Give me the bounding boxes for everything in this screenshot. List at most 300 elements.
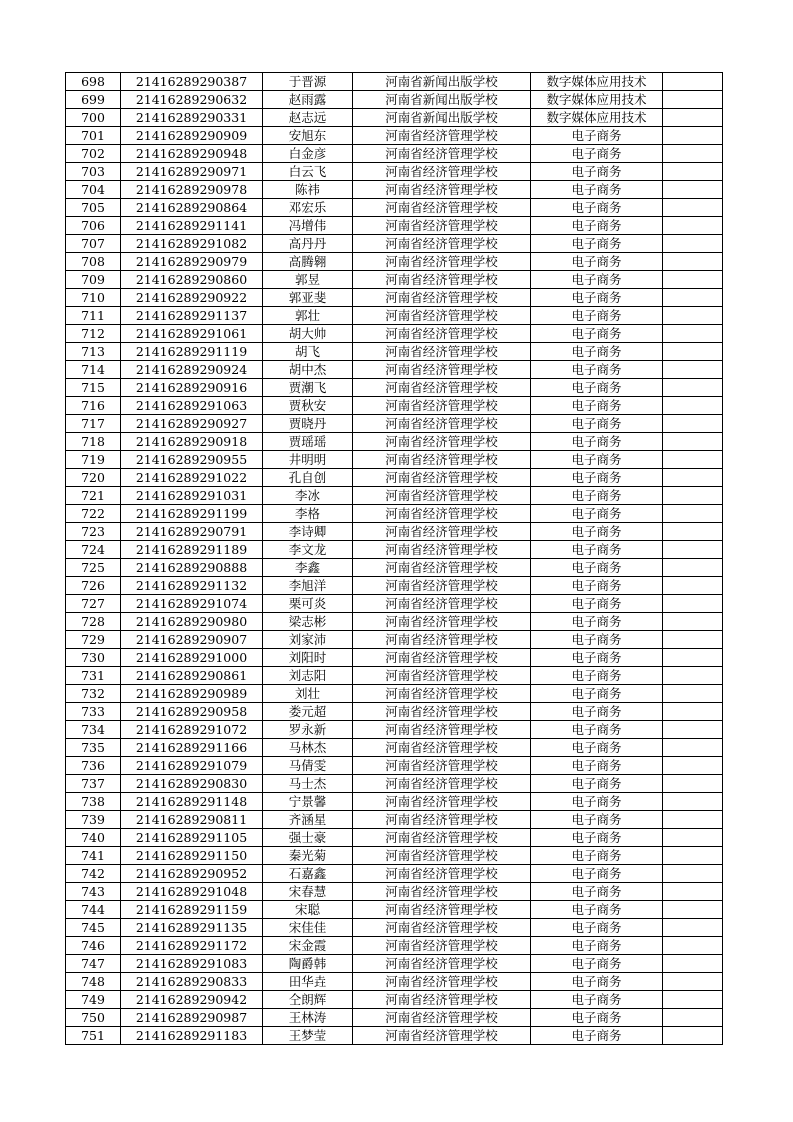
school-cell: 河南省经济管理学校 (353, 595, 531, 613)
blank-cell (663, 613, 723, 631)
major-cell: 电子商务 (531, 775, 663, 793)
row-number-cell: 735 (66, 739, 121, 757)
major-cell: 电子商务 (531, 595, 663, 613)
student-name-cell: 刘阳时 (263, 649, 353, 667)
table-row (66, 199, 723, 217)
exam-id-cell: 21416289291048 (121, 883, 263, 901)
table-row (66, 397, 723, 415)
school-cell: 河南省经济管理学校 (353, 883, 531, 901)
blank-cell (663, 415, 723, 433)
row-number-cell: 711 (66, 307, 121, 325)
school-cell: 河南省经济管理学校 (353, 721, 531, 739)
row-number-cell: 732 (66, 685, 121, 703)
row-number-cell: 720 (66, 469, 121, 487)
student-name-cell: 郭昱 (263, 271, 353, 289)
roster-table-body (66, 73, 723, 1045)
school-cell: 河南省经济管理学校 (353, 1009, 531, 1027)
exam-id-cell: 21416289290924 (121, 361, 263, 379)
school-cell: 河南省经济管理学校 (353, 163, 531, 181)
school-cell: 河南省经济管理学校 (353, 937, 531, 955)
student-name-cell: 罗永新 (263, 721, 353, 739)
major-cell: 电子商务 (531, 937, 663, 955)
major-cell: 电子商务 (531, 145, 663, 163)
table-row (66, 577, 723, 595)
exam-id-cell: 21416289291159 (121, 901, 263, 919)
student-name-cell: 于晋源 (263, 73, 353, 91)
school-cell: 河南省新闻出版学校 (353, 73, 531, 91)
major-cell: 电子商务 (531, 181, 663, 199)
table-row (66, 1027, 723, 1045)
school-cell: 河南省经济管理学校 (353, 181, 531, 199)
row-number-cell: 739 (66, 811, 121, 829)
school-cell: 河南省经济管理学校 (353, 271, 531, 289)
student-name-cell: 贾秋安 (263, 397, 353, 415)
blank-cell (663, 955, 723, 973)
row-number-cell: 723 (66, 523, 121, 541)
school-cell: 河南省经济管理学校 (353, 685, 531, 703)
student-name-cell: 邓宏乐 (263, 199, 353, 217)
major-cell: 电子商务 (531, 649, 663, 667)
student-name-cell: 冯增伟 (263, 217, 353, 235)
exam-id-cell: 21416289290916 (121, 379, 263, 397)
school-cell: 河南省经济管理学校 (353, 199, 531, 217)
row-number-cell: 728 (66, 613, 121, 631)
major-cell: 电子商务 (531, 271, 663, 289)
school-cell: 河南省经济管理学校 (353, 361, 531, 379)
row-number-cell: 745 (66, 919, 121, 937)
school-cell: 河南省经济管理学校 (353, 289, 531, 307)
student-name-cell: 刘壮 (263, 685, 353, 703)
blank-cell (663, 361, 723, 379)
major-cell: 电子商务 (531, 199, 663, 217)
exam-id-cell: 21416289290922 (121, 289, 263, 307)
exam-id-cell: 21416289291172 (121, 937, 263, 955)
table-row (66, 721, 723, 739)
exam-id-cell: 21416289290979 (121, 253, 263, 271)
major-cell: 数字媒体应用技术 (531, 109, 663, 127)
row-number-cell: 717 (66, 415, 121, 433)
table-row (66, 865, 723, 883)
school-cell: 河南省经济管理学校 (353, 523, 531, 541)
row-number-cell: 718 (66, 433, 121, 451)
blank-cell (663, 541, 723, 559)
table-row (66, 703, 723, 721)
blank-cell (663, 505, 723, 523)
blank-cell (663, 901, 723, 919)
table-row (66, 649, 723, 667)
major-cell: 电子商务 (531, 865, 663, 883)
row-number-cell: 710 (66, 289, 121, 307)
table-row (66, 271, 723, 289)
major-cell: 电子商务 (531, 415, 663, 433)
row-number-cell: 733 (66, 703, 121, 721)
row-number-cell: 709 (66, 271, 121, 289)
school-cell: 河南省经济管理学校 (353, 973, 531, 991)
table-row (66, 73, 723, 91)
row-number-cell: 703 (66, 163, 121, 181)
exam-id-cell: 21416289291148 (121, 793, 263, 811)
student-name-cell: 梁志彬 (263, 613, 353, 631)
row-number-cell: 716 (66, 397, 121, 415)
table-row (66, 433, 723, 451)
student-name-cell: 高腾翱 (263, 253, 353, 271)
major-cell: 电子商务 (531, 793, 663, 811)
school-cell: 河南省经济管理学校 (353, 577, 531, 595)
exam-id-cell: 21416289290978 (121, 181, 263, 199)
major-cell: 电子商务 (531, 739, 663, 757)
row-number-cell: 729 (66, 631, 121, 649)
blank-cell (663, 73, 723, 91)
student-name-cell: 娄元超 (263, 703, 353, 721)
row-number-cell: 715 (66, 379, 121, 397)
row-number-cell: 740 (66, 829, 121, 847)
blank-cell (663, 991, 723, 1009)
major-cell: 电子商务 (531, 991, 663, 1009)
blank-cell (663, 685, 723, 703)
row-number-cell: 742 (66, 865, 121, 883)
roster-table (65, 72, 723, 1045)
student-name-cell: 郭壮 (263, 307, 353, 325)
table-row (66, 541, 723, 559)
school-cell: 河南省经济管理学校 (353, 415, 531, 433)
school-cell: 河南省经济管理学校 (353, 955, 531, 973)
major-cell: 电子商务 (531, 721, 663, 739)
exam-id-cell: 21416289290989 (121, 685, 263, 703)
blank-cell (663, 721, 723, 739)
major-cell: 电子商务 (531, 289, 663, 307)
student-name-cell: 李诗卿 (263, 523, 353, 541)
school-cell: 河南省经济管理学校 (353, 559, 531, 577)
blank-cell (663, 883, 723, 901)
student-name-cell: 王梦莹 (263, 1027, 353, 1045)
blank-cell (663, 973, 723, 991)
student-name-cell: 孔自创 (263, 469, 353, 487)
blank-cell (663, 307, 723, 325)
row-number-cell: 741 (66, 847, 121, 865)
table-row (66, 145, 723, 163)
table-row (66, 109, 723, 127)
exam-id-cell: 21416289290980 (121, 613, 263, 631)
blank-cell (663, 595, 723, 613)
exam-id-cell: 21416289290791 (121, 523, 263, 541)
blank-cell (663, 811, 723, 829)
school-cell: 河南省经济管理学校 (353, 433, 531, 451)
table-row (66, 847, 723, 865)
student-name-cell: 秦光菊 (263, 847, 353, 865)
school-cell: 河南省经济管理学校 (353, 253, 531, 271)
student-name-cell: 李文龙 (263, 541, 353, 559)
blank-cell (663, 253, 723, 271)
student-name-cell: 李旭洋 (263, 577, 353, 595)
blank-cell (663, 703, 723, 721)
major-cell: 电子商务 (531, 379, 663, 397)
table-row (66, 559, 723, 577)
table-row (66, 235, 723, 253)
blank-cell (663, 145, 723, 163)
exam-id-cell: 21416289291105 (121, 829, 263, 847)
major-cell: 电子商务 (531, 127, 663, 145)
exam-id-cell: 21416289290948 (121, 145, 263, 163)
major-cell: 电子商务 (531, 451, 663, 469)
student-name-cell: 贾瑶瑶 (263, 433, 353, 451)
school-cell: 河南省经济管理学校 (353, 613, 531, 631)
blank-cell (663, 937, 723, 955)
blank-cell (663, 487, 723, 505)
exam-id-cell: 21416289291119 (121, 343, 263, 361)
student-name-cell: 陈祎 (263, 181, 353, 199)
blank-cell (663, 325, 723, 343)
school-cell: 河南省经济管理学校 (353, 469, 531, 487)
exam-id-cell: 21416289290942 (121, 991, 263, 1009)
exam-id-cell: 21416289290387 (121, 73, 263, 91)
school-cell: 河南省经济管理学校 (353, 217, 531, 235)
major-cell: 电子商务 (531, 307, 663, 325)
table-row (66, 829, 723, 847)
major-cell: 电子商务 (531, 883, 663, 901)
exam-id-cell: 21416289291022 (121, 469, 263, 487)
major-cell: 电子商务 (531, 325, 663, 343)
blank-cell (663, 289, 723, 307)
major-cell: 电子商务 (531, 1009, 663, 1027)
major-cell: 电子商务 (531, 343, 663, 361)
table-row (66, 127, 723, 145)
blank-cell (663, 523, 723, 541)
blank-cell (663, 1027, 723, 1045)
student-name-cell: 田华垚 (263, 973, 353, 991)
table-row (66, 523, 723, 541)
exam-id-cell: 21416289290952 (121, 865, 263, 883)
major-cell: 电子商务 (531, 631, 663, 649)
school-cell: 河南省经济管理学校 (353, 649, 531, 667)
row-number-cell: 749 (66, 991, 121, 1009)
exam-id-cell: 21416289291074 (121, 595, 263, 613)
school-cell: 河南省经济管理学校 (353, 739, 531, 757)
blank-cell (663, 829, 723, 847)
major-cell: 电子商务 (531, 163, 663, 181)
table-row (66, 1009, 723, 1027)
school-cell: 河南省经济管理学校 (353, 847, 531, 865)
major-cell: 电子商务 (531, 235, 663, 253)
exam-id-cell: 21416289290958 (121, 703, 263, 721)
blank-cell (663, 379, 723, 397)
table-row (66, 217, 723, 235)
blank-cell (663, 127, 723, 145)
exam-id-cell: 21416289291183 (121, 1027, 263, 1045)
exam-id-cell: 21416289290864 (121, 199, 263, 217)
exam-id-cell: 21416289290971 (121, 163, 263, 181)
table-row (66, 883, 723, 901)
row-number-cell: 721 (66, 487, 121, 505)
row-number-cell: 750 (66, 1009, 121, 1027)
exam-id-cell: 21416289290861 (121, 667, 263, 685)
student-name-cell: 胡中杰 (263, 361, 353, 379)
row-number-cell: 725 (66, 559, 121, 577)
table-row (66, 451, 723, 469)
student-name-cell: 宋春慧 (263, 883, 353, 901)
table-row (66, 775, 723, 793)
exam-id-cell: 21416289290918 (121, 433, 263, 451)
student-name-cell: 贾潮飞 (263, 379, 353, 397)
school-cell: 河南省经济管理学校 (353, 793, 531, 811)
table-row (66, 631, 723, 649)
exam-id-cell: 21416289291072 (121, 721, 263, 739)
major-cell: 电子商务 (531, 523, 663, 541)
row-number-cell: 737 (66, 775, 121, 793)
major-cell: 电子商务 (531, 469, 663, 487)
exam-id-cell: 21416289291031 (121, 487, 263, 505)
row-number-cell: 705 (66, 199, 121, 217)
student-name-cell: 强士豪 (263, 829, 353, 847)
row-number-cell: 734 (66, 721, 121, 739)
major-cell: 电子商务 (531, 613, 663, 631)
row-number-cell: 730 (66, 649, 121, 667)
blank-cell (663, 739, 723, 757)
row-number-cell: 712 (66, 325, 121, 343)
exam-id-cell: 21416289290811 (121, 811, 263, 829)
student-name-cell: 郭亚斐 (263, 289, 353, 307)
exam-id-cell: 21416289291061 (121, 325, 263, 343)
table-row (66, 973, 723, 991)
blank-cell (663, 667, 723, 685)
blank-cell (663, 91, 723, 109)
table-row (66, 361, 723, 379)
row-number-cell: 748 (66, 973, 121, 991)
table-row (66, 757, 723, 775)
student-name-cell: 仝朗辉 (263, 991, 353, 1009)
school-cell: 河南省经济管理学校 (353, 775, 531, 793)
student-name-cell: 马林杰 (263, 739, 353, 757)
blank-cell (663, 235, 723, 253)
major-cell: 电子商务 (531, 397, 663, 415)
row-number-cell: 744 (66, 901, 121, 919)
student-name-cell: 胡大帅 (263, 325, 353, 343)
major-cell: 电子商务 (531, 541, 663, 559)
student-name-cell: 石嘉鑫 (263, 865, 353, 883)
school-cell: 河南省经济管理学校 (353, 145, 531, 163)
exam-id-cell: 21416289291132 (121, 577, 263, 595)
blank-cell (663, 109, 723, 127)
student-name-cell: 白金彦 (263, 145, 353, 163)
student-name-cell: 李冰 (263, 487, 353, 505)
student-name-cell: 马士杰 (263, 775, 353, 793)
exam-id-cell: 21416289290888 (121, 559, 263, 577)
major-cell: 电子商务 (531, 253, 663, 271)
row-number-cell: 722 (66, 505, 121, 523)
row-number-cell: 736 (66, 757, 121, 775)
blank-cell (663, 559, 723, 577)
school-cell: 河南省经济管理学校 (353, 487, 531, 505)
exam-id-cell: 21416289291083 (121, 955, 263, 973)
blank-cell (663, 199, 723, 217)
blank-cell (663, 631, 723, 649)
blank-cell (663, 163, 723, 181)
exam-id-cell: 21416289291141 (121, 217, 263, 235)
row-number-cell: 708 (66, 253, 121, 271)
table-row (66, 469, 723, 487)
student-name-cell: 白云飞 (263, 163, 353, 181)
major-cell: 电子商务 (531, 757, 663, 775)
blank-cell (663, 775, 723, 793)
blank-cell (663, 793, 723, 811)
student-name-cell: 马倩雯 (263, 757, 353, 775)
table-row (66, 415, 723, 433)
school-cell: 河南省经济管理学校 (353, 703, 531, 721)
table-row (66, 613, 723, 631)
roster-sheet (65, 72, 722, 1045)
student-name-cell: 刘家沛 (263, 631, 353, 649)
row-number-cell: 698 (66, 73, 121, 91)
major-cell: 电子商务 (531, 433, 663, 451)
blank-cell (663, 469, 723, 487)
school-cell: 河南省经济管理学校 (353, 901, 531, 919)
row-number-cell: 704 (66, 181, 121, 199)
student-name-cell: 齐涵星 (263, 811, 353, 829)
school-cell: 河南省新闻出版学校 (353, 109, 531, 127)
exam-id-cell: 21416289290927 (121, 415, 263, 433)
school-cell: 河南省经济管理学校 (353, 991, 531, 1009)
row-number-cell: 746 (66, 937, 121, 955)
blank-cell (663, 451, 723, 469)
exam-id-cell: 21416289290909 (121, 127, 263, 145)
exam-id-cell: 21416289290833 (121, 973, 263, 991)
exam-id-cell: 21416289290907 (121, 631, 263, 649)
exam-id-cell: 21416289291079 (121, 757, 263, 775)
major-cell: 电子商务 (531, 829, 663, 847)
school-cell: 河南省经济管理学校 (353, 1027, 531, 1045)
student-name-cell: 高丹丹 (263, 235, 353, 253)
major-cell: 电子商务 (531, 955, 663, 973)
row-number-cell: 702 (66, 145, 121, 163)
table-row (66, 919, 723, 937)
exam-id-cell: 21416289291189 (121, 541, 263, 559)
table-row (66, 793, 723, 811)
exam-id-cell: 21416289291082 (121, 235, 263, 253)
row-number-cell: 707 (66, 235, 121, 253)
blank-cell (663, 397, 723, 415)
school-cell: 河南省经济管理学校 (353, 307, 531, 325)
school-cell: 河南省经济管理学校 (353, 919, 531, 937)
table-row (66, 487, 723, 505)
exam-id-cell: 21416289290860 (121, 271, 263, 289)
major-cell: 数字媒体应用技术 (531, 91, 663, 109)
row-number-cell: 738 (66, 793, 121, 811)
blank-cell (663, 865, 723, 883)
school-cell: 河南省经济管理学校 (353, 343, 531, 361)
school-cell: 河南省经济管理学校 (353, 451, 531, 469)
blank-cell (663, 577, 723, 595)
exam-id-cell: 21416289291135 (121, 919, 263, 937)
exam-id-cell: 21416289290955 (121, 451, 263, 469)
major-cell: 电子商务 (531, 973, 663, 991)
student-name-cell: 赵雨露 (263, 91, 353, 109)
exam-id-cell: 21416289290987 (121, 1009, 263, 1027)
student-name-cell: 栗可炎 (263, 595, 353, 613)
row-number-cell: 719 (66, 451, 121, 469)
table-row (66, 739, 723, 757)
row-number-cell: 714 (66, 361, 121, 379)
major-cell: 数字媒体应用技术 (531, 73, 663, 91)
major-cell: 电子商务 (531, 685, 663, 703)
school-cell: 河南省经济管理学校 (353, 811, 531, 829)
blank-cell (663, 433, 723, 451)
blank-cell (663, 1009, 723, 1027)
blank-cell (663, 919, 723, 937)
school-cell: 河南省经济管理学校 (353, 865, 531, 883)
major-cell: 电子商务 (531, 667, 663, 685)
school-cell: 河南省经济管理学校 (353, 667, 531, 685)
student-name-cell: 宋佳佳 (263, 919, 353, 937)
row-number-cell: 700 (66, 109, 121, 127)
